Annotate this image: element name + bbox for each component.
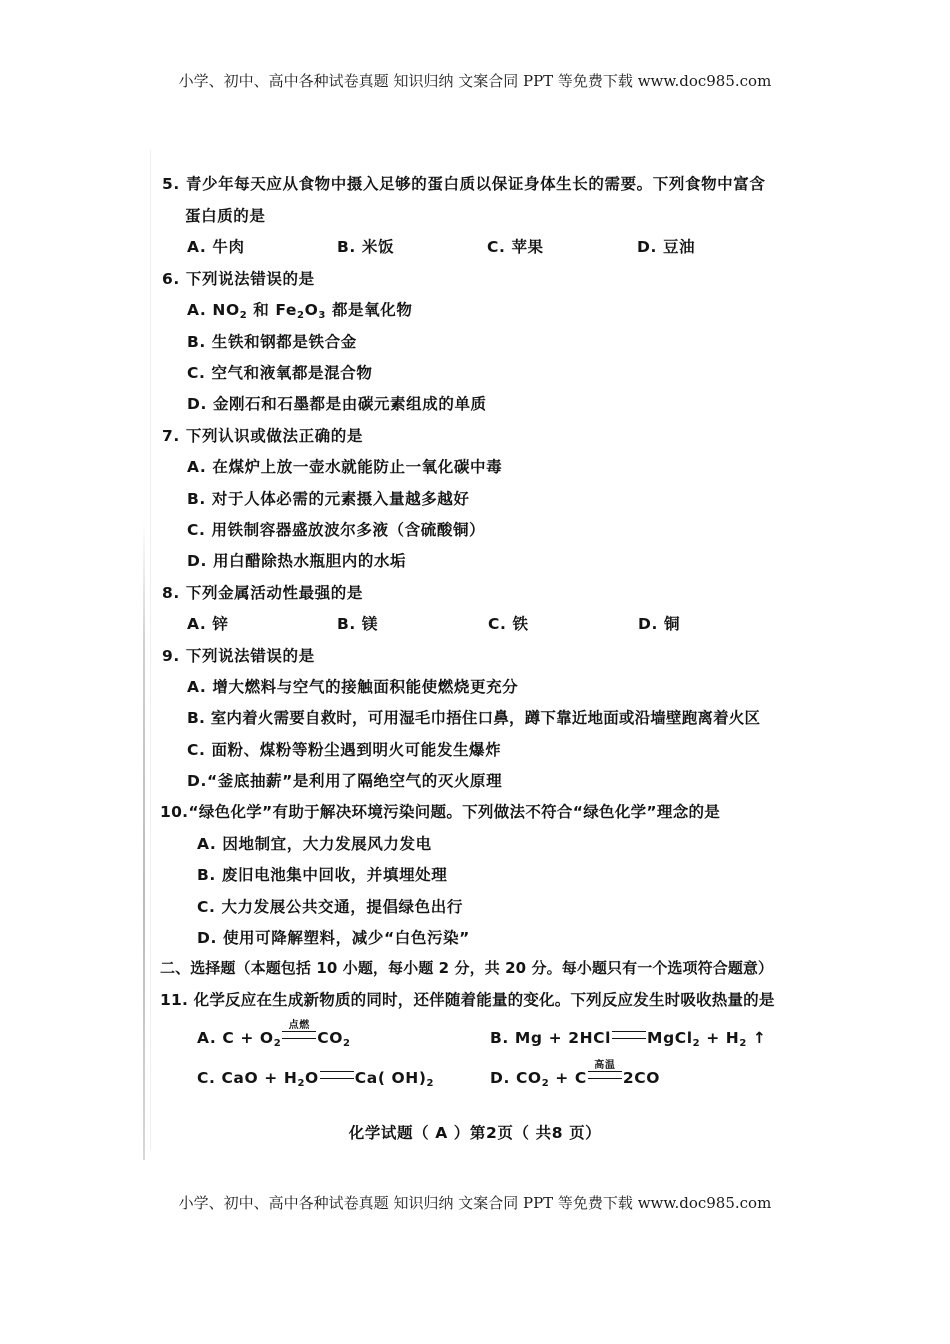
q10-stem: 10.“绿色化学”有助于解决环境污染问题。下列做法不符合“绿色化学”理念的是	[160, 803, 721, 821]
q10-option-a: A. 因地制宜，大力发展风力发电	[197, 835, 432, 853]
q6-option-c: C. 空气和液氧都是混合物	[187, 364, 373, 382]
q9-option-c: C. 面粉、煤粉等粉尘遇到明火可能发生爆炸	[187, 741, 502, 759]
q7-option-a: A. 在煤炉上放一壶水就能防止一氧化碳中毒	[187, 458, 503, 476]
site-footer: 小学、初中、高中各种试卷真题 知识归纳 文案合同 PPT 等免费下载 www.doc985.com	[178, 1194, 772, 1212]
reaction-equals-sign: 点燃	[282, 1031, 316, 1039]
gas-up-arrow-icon: ↑	[746, 1029, 767, 1047]
q7-option-d: D. 用白醋除热水瓶胆内的水垢	[187, 552, 407, 570]
q8-option-b: B. 镁	[337, 615, 378, 633]
q5-option-a: A. 牛肉	[187, 238, 245, 256]
section-2-heading: 二、选择题（本题包括 10 小题，每小题 2 分，共 20 分。每小题只有一个选项符合题意）	[160, 959, 774, 977]
reaction-equals-sign: 高温	[588, 1071, 622, 1079]
q5-option-b: B. 米饭	[337, 238, 395, 256]
q8-option-a: A. 锌	[187, 615, 229, 633]
q7-stem: 7. 下列认识或做法正确的是	[162, 427, 363, 445]
q10-option-c: C. 大力发展公共交通，提倡绿色出行	[197, 898, 463, 916]
scan-edge	[150, 150, 151, 1150]
q11-option-b: B. Mg + 2HCl MgCl$_2$ + $H_2$ ↑	[490, 1029, 767, 1049]
q6-option-d: D. 金刚石和石墨都是由碳元素组成的单质	[187, 395, 487, 413]
q5-option-c: C. 苹果	[487, 238, 544, 256]
q9-option-a: A. 增大燃料与空气的接触面积能使燃烧更充分	[187, 678, 519, 696]
q5-stem-line2: 蛋白质的是	[185, 207, 266, 225]
q10-option-d: D. 使用可降解塑料，减少“白色污染”	[197, 929, 470, 947]
q9-stem: 9. 下列说法错误的是	[162, 647, 315, 665]
q8-option-c: C. 铁	[488, 615, 529, 633]
page-title: 化学试题（ A ）第2页（ 共8 页）	[348, 1124, 602, 1142]
q6-stem: 6. 下列说法错误的是	[162, 270, 315, 288]
scan-binding-shadow	[143, 520, 145, 1160]
reaction-equals-sign	[612, 1031, 646, 1039]
q5-stem-line1: 5. 青少年每天应从食物中摄入足够的蛋白质以保证身体生长的需要。下列食物中富含	[162, 175, 766, 193]
q6-option-a: A. $NO_2$ 和 $Fe_2O_3$ 都是氧化物	[187, 301, 413, 321]
q8-option-d: D. 铜	[638, 615, 681, 633]
q7-option-b: B. 对于人体必需的元素摄入量越多越好	[187, 490, 470, 508]
q10-option-b: B. 废旧电池集中回收，并填埋处理	[197, 866, 448, 884]
q11-option-c: C. CaO + $H_2O$ Ca( $OH)_2$	[197, 1069, 435, 1089]
site-header: 小学、初中、高中各种试卷真题 知识归纳 文案合同 PPT 等免费下载 www.doc985.com	[178, 72, 772, 90]
q11-stem: 11. 化学反应在生成新物质的同时，还伴随着能量的变化。下列反应发生时吸收热量的是	[160, 991, 775, 1009]
q5-option-d: D. 豆油	[637, 238, 696, 256]
q7-option-c: C. 用铁制容器盛放波尔多液（含硫酸铜）	[187, 521, 486, 539]
q11-option-a: A. $C + O_2$ 点燃 $CO_2$	[197, 1020, 351, 1049]
q9-option-d: D.“釜底抽薪”是利用了隔绝空气的灭火原理	[187, 772, 503, 790]
q11-option-d: D. $CO_2 + C$ 高温 2CO	[490, 1060, 660, 1089]
q9-option-b: B. 室内着火需要自救时，可用湿毛巾捂住口鼻，蹲下靠近地面或沿墙壁跑离着火区	[187, 709, 761, 727]
reaction-equals-sign	[320, 1071, 354, 1079]
q6-option-b: B. 生铁和钢都是铁合金	[187, 333, 357, 351]
q8-stem: 8. 下列金属活动性最强的是	[162, 584, 363, 602]
